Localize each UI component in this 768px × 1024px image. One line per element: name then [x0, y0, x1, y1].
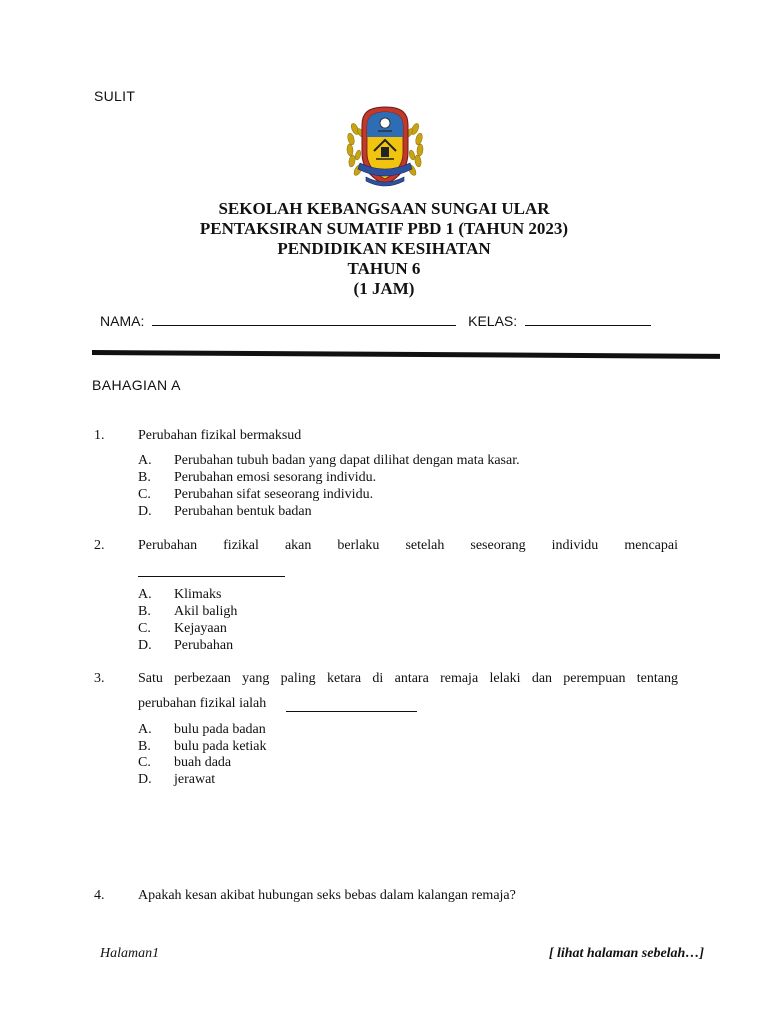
option-text: Kejayaan [174, 621, 227, 636]
duration-title: (1 JAM) [353, 279, 415, 298]
question-text-line1: Satu perbezaan yang paling ketara di antara remaja lelaki dan perempuan tentang [138, 671, 678, 686]
option-letter: D. [138, 638, 152, 653]
assessment-title: PENTAKSIRAN SUMATIF PBD 1 (TAHUN 2023) [199, 219, 569, 238]
option-text: bulu pada badan [174, 722, 266, 737]
option-letter: B. [138, 470, 151, 485]
student-info-row [100, 313, 651, 329]
option [138, 621, 227, 637]
option-letter: A. [138, 453, 152, 468]
option-text: Akil baligh [174, 604, 238, 619]
option-text: Klimaks [174, 587, 222, 602]
answer-blank [138, 576, 285, 577]
option [138, 470, 376, 486]
option [138, 587, 221, 603]
option-text: Perubahan [174, 638, 234, 653]
option [138, 487, 373, 503]
option-letter: A. [138, 722, 152, 737]
header-divider [92, 350, 720, 359]
question-text: Perubahan fizikal akan berlaku setelah seseorang individu mencapai [138, 538, 678, 553]
option-text: Perubahan emosi sesorang individu. [174, 470, 377, 485]
option-text: Perubahan sifat seseorang individu. [174, 487, 374, 502]
question-number: 3. [94, 671, 105, 686]
option-letter: D. [138, 772, 152, 787]
option [138, 638, 233, 654]
option-letter: C. [138, 621, 151, 636]
option-text: bulu pada ketiak [174, 739, 267, 754]
question-number: 4. [94, 888, 105, 903]
question-number: 2. [94, 538, 105, 553]
next-page-note: [ lihat halaman sebelah…] [548, 946, 704, 961]
option-text: buah dada [174, 755, 232, 770]
subject-title: PENDIDIKAN KESIHATAN [277, 239, 491, 258]
question-text: Perubahan fizikal bermaksud [138, 428, 302, 443]
class-label: KELAS: [468, 313, 518, 329]
section-title: BAHAGIAN A [92, 377, 181, 393]
question-number: 1. [94, 428, 105, 443]
answer-blank [286, 711, 417, 712]
name-label: NAMA: [100, 313, 145, 329]
school-name: SEKOLAH KEBANGSAAN SUNGAI ULAR [218, 199, 550, 218]
option [138, 453, 520, 469]
page-number: Halaman1 [100, 946, 160, 961]
class-field[interactable] [525, 313, 651, 326]
option-letter: D. [138, 504, 152, 519]
option [138, 739, 267, 755]
option [138, 722, 266, 738]
year-title: TAHUN 6 [347, 259, 421, 278]
classification-label: SULIT [94, 88, 136, 104]
option-letter: C. [138, 487, 151, 502]
option-letter: B. [138, 604, 151, 619]
option-letter: A. [138, 587, 152, 602]
question-text: Apakah kesan akibat hubungan seks bebas dalam kalangan remaja? [138, 888, 516, 903]
option-text: Perubahan tubuh badan yang dapat dilihat dengan mata kasar. [174, 453, 520, 468]
name-field[interactable] [152, 313, 456, 326]
school-crest-icon [338, 103, 432, 191]
option [138, 504, 312, 520]
option-text: Perubahan bentuk badan [174, 504, 312, 519]
option [138, 755, 231, 771]
question-text-line2: perubahan fizikal ialah [138, 696, 267, 711]
option [138, 604, 237, 620]
option-letter: C. [138, 755, 151, 770]
option-letter: B. [138, 739, 151, 754]
option [138, 772, 215, 788]
option-text: jerawat [174, 772, 216, 787]
